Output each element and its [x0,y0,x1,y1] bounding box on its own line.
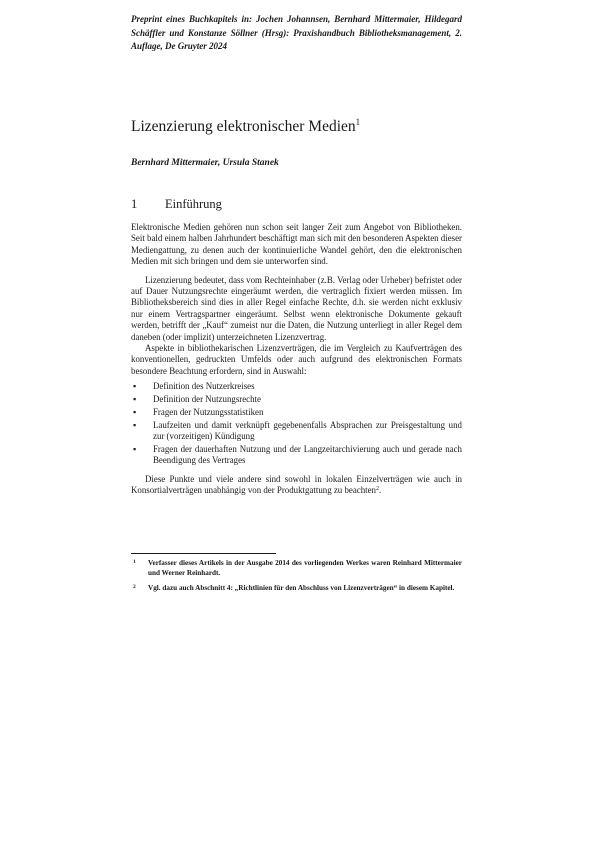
bullet-icon: ▪ [133,381,137,392]
list-item-text: Fragen der dauerhaften Nutzung und der Langzeitarchivierung auch und gerade nach Beendigung des Vertrages [153,443,462,466]
bullet-icon: ▪ [133,419,137,430]
footnote-mark: 1 [133,559,136,565]
list-item [131,407,462,418]
footnote-mark: 2 [133,584,136,590]
footnote [131,559,462,578]
section-title: Einführung [165,197,222,211]
section-heading [131,196,222,212]
list-item [131,394,462,405]
footnote [131,584,462,594]
bullet-icon: ▪ [133,394,137,405]
footnote-divider [131,553,276,554]
section-number: 1 [131,197,138,211]
body-text [131,222,462,504]
bullet-icon: ▪ [133,406,137,417]
article-authors: Bernhard Mittermaier, Ursula Stanek [131,158,279,168]
paragraph: Aspekte in bibliothekarischen Lizenzverträgen, die im Vergleich zu Kaufverträgen des konventionellen, gedruckten Umfelds oder auch aufgrund des elektronischen Formats besondere Beachtung erfordern, sind in Auswahl: [131,343,462,376]
paragraph: Elektronische Medien gehören nun schon seit langer Zeit zum Angebot von Bibliotheken. Seit bald einem halben Jahrhundert beschäftigt man sich mit den besonderen Aspekten dieser Mediengattung, zu denen auch der kontinuierliche Wandel gehört, den die elektronischen Medien mit sich bringen und dem sie unterworfen sind. [131,222,462,267]
paragraph: Lizenzierung bedeutet, dass vom Rechteinhaber (z.B. Verlag oder Urheber) befristet oder auf Dauer Nutzungsrechte eingeräumt werden, die vertraglich fixiert werden müssen. Im Bibliotheksbereich sind dies in aller Regel einfache Rechte, d.h. sie werden nicht exklusiv nur einem Vertragspartner eingeräumt. Selbst wenn elektronische Dokumente gekauft werden, betrifft der „Kauf“ zumeist nur die Daten, die Nutzung unterliegt in aller Regel dem daneben (oder implizit) unterzeichneten Lizenzvertrag. [131,274,462,342]
list-item-text: Definition des Nutzerkreises [153,381,255,392]
footnote-reference[interactable]: 2 [375,486,379,493]
preprint-notice: Preprint eines Buchkapitels in: Jochen Johannsen, Bernhard Mittermaier, Hildegard Schäffler und Konstanze Söllner (Hrsg): Praxishandbuch Bibliotheksmanagement, 2. Auflage, De Gruyter 2024 [131,14,462,51]
article-title [131,117,360,137]
footnote-text: Vgl. dazu auch Abschnitt 4: „Richtlinien für den Abschluss von Lizenzverträgen“ in diesem Kapitel. [148,584,455,592]
footnotes [131,559,462,600]
footnote-text: Verfasser dieses Artikels in der Ausgabe 2014 des vorliegenden Werkes waren Reinhard Mittermaier und Werner Reinhardt. [148,559,462,577]
paragraph [131,474,462,497]
list-item-text: Fragen der Nutzungsstatistiken [153,406,264,417]
list-item [131,381,462,392]
bullet-icon: ▪ [133,443,137,454]
list-item [131,420,462,443]
article-title-text: Lizenzierung elektronischer Medien [131,118,356,135]
bullet-list [131,381,462,466]
list-item-text: Definition der Nutzungsrechte [153,394,261,405]
list-item [131,444,462,467]
list-item-text: Laufzeiten und damit verknüpft gegebenenfalls Absprachen zur Preisgestaltung und zur (vorzeitigen) Kündigung [153,419,462,442]
paragraph-text: Diese Punkte und viele andere sind sowohl in lokalen Einzelverträgen wie auch in Konsortialverträgen unabhängig von der Produktgattung zu beachten [131,473,462,496]
paragraph-end: . [378,485,382,496]
title-footnote-mark: 1 [355,117,361,127]
